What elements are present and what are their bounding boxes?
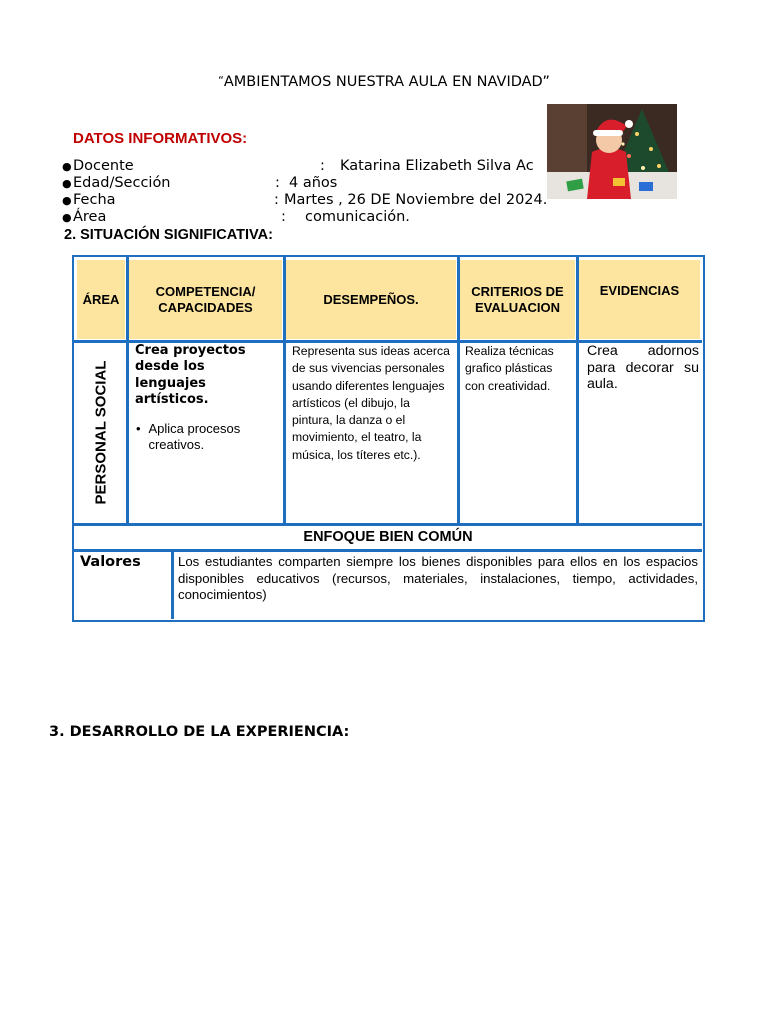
criterios-text: Realiza técnicas grafico plásticas con creatividad.: [465, 344, 554, 393]
header-evidencias: EVIDENCIAS: [579, 260, 700, 339]
valores-text: Los estudiantes comparten siempre los bienes disponibles para ellos en los espacios disponibles educativos (recursos, materiales, instalaciones, tiempo, actividades, conocimientos): [178, 554, 698, 602]
info-row-edad: ●Edad/Sección : 4 años: [62, 175, 338, 191]
header-desempenos: DESEMPEÑOS.: [286, 260, 456, 339]
bullet-icon: ●: [62, 194, 72, 207]
evidencias-text: Crea adornos para decorar su aula.: [587, 343, 699, 392]
christmas-child-photo: [547, 104, 677, 199]
header-area: ÁREA: [77, 260, 125, 339]
document-title: “AMBIENTAMOS NUESTRA AULA EN NAVIDAD”: [218, 74, 550, 90]
info-row-fecha: ●Fecha : Martes , 26 DE Noviembre del 2024.: [62, 192, 548, 208]
bullet-icon: •: [136, 421, 141, 437]
info-row-area: ●Área : comunicación.: [62, 209, 410, 225]
competencia-text: Crea proyectos desde los lenguajes artísticos.: [135, 343, 246, 407]
info-row-docente: ●Docente : Katarina Elizabeth Silva Ac: [62, 158, 534, 174]
bullet-icon: ●: [62, 177, 72, 190]
enfoque-heading: ENFOQUE BIEN COMÚN: [303, 529, 473, 545]
bullet-icon: ●: [62, 211, 72, 224]
area-personal-social: PERSONAL SOCIAL: [92, 360, 110, 505]
section-2-heading: 2. SITUACIÓN SIGNIFICATIVA:: [64, 227, 273, 243]
capacidad-text: Aplica procesos creativos.: [148, 421, 241, 452]
desempeno-text: Representa sus ideas acerca de sus vivencias personales usando diferentes lenguajes artísticos (el dibujo, la pintura, la danza o el movimiento, el teatro, la música, los títeres etc.).: [292, 344, 450, 462]
datos-informativos-heading: DATOS INFORMATIVOS:: [73, 130, 248, 147]
section-3-heading: 3. DESARROLLO DE LA EXPERIENCIA:: [49, 724, 350, 740]
valores-label: Valores: [80, 554, 141, 570]
header-criterios: CRITERIOS DE EVALUACION: [460, 260, 575, 339]
competencias-table: [72, 255, 705, 622]
bullet-icon: ●: [62, 160, 72, 173]
header-competencia: COMPETENCIA/ CAPACIDADES: [129, 260, 282, 339]
